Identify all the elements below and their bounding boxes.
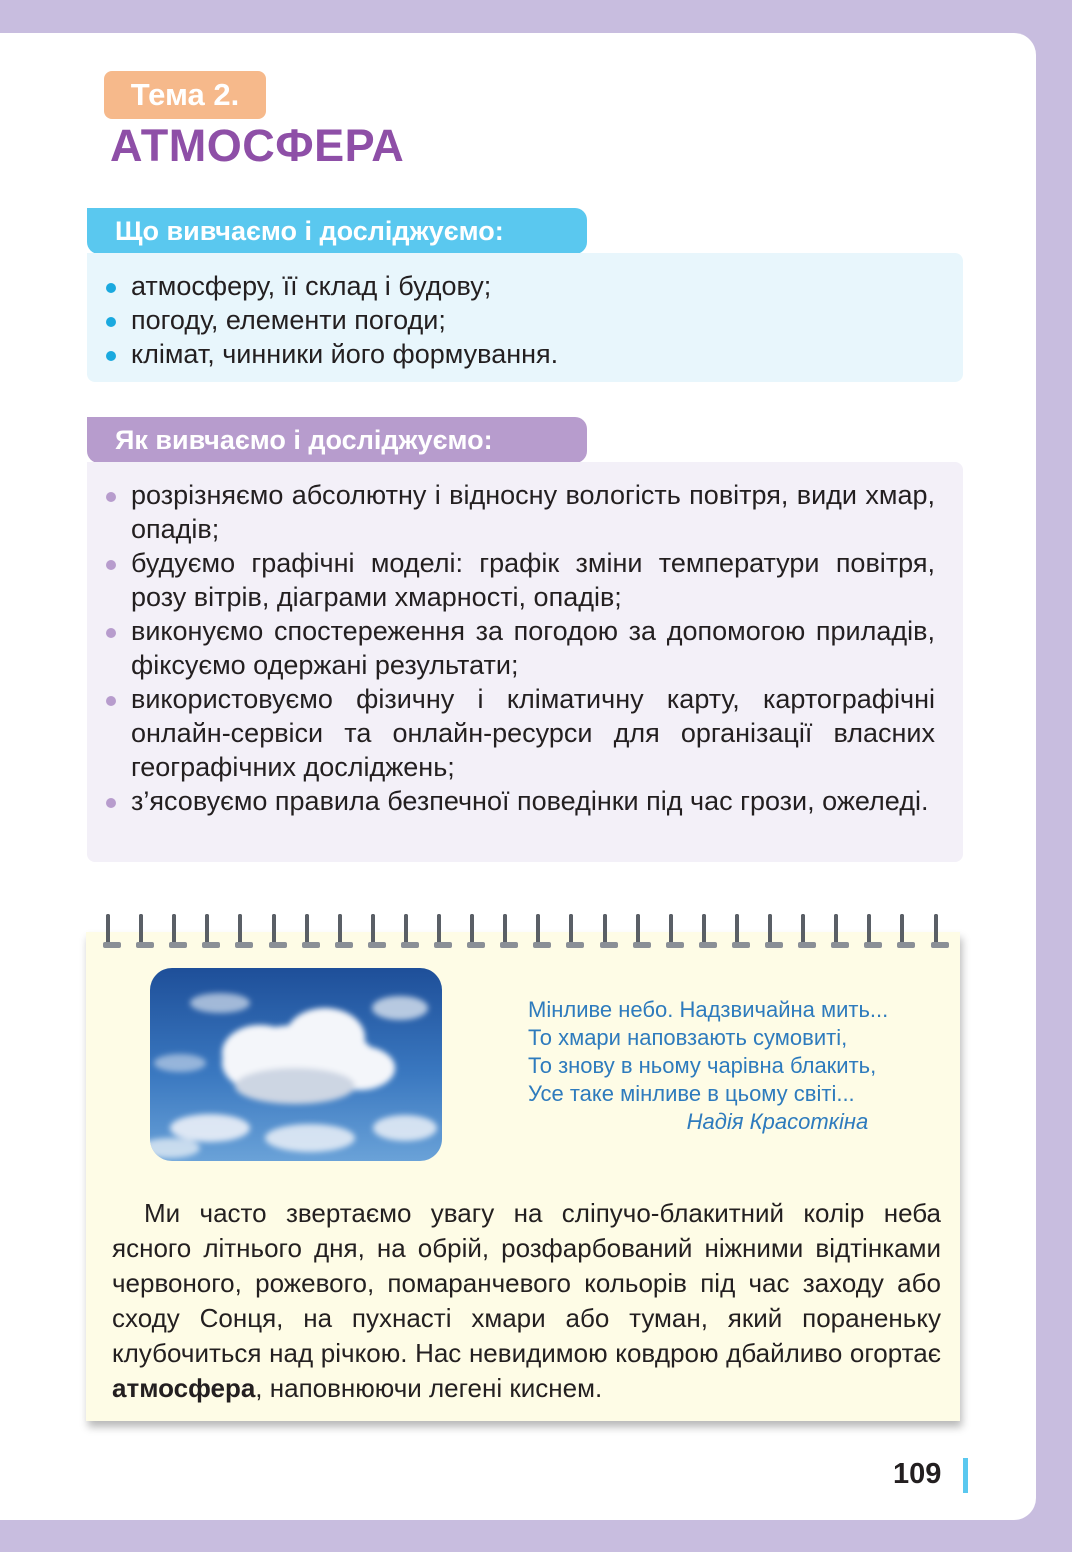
study-how-box — [87, 462, 963, 862]
binding-ring — [305, 914, 317, 948]
cloud-image — [150, 968, 442, 1161]
binding-ring — [139, 914, 151, 948]
binding-ring — [768, 914, 780, 948]
bullet-icon — [106, 317, 116, 327]
list-item: розрізняємо абсолютну і відносну вологість повітря, види хмар, опадів; — [131, 478, 935, 546]
list-item: з’ясовуємо правила безпечної поведінки під час грози, ожеледі. — [131, 784, 935, 818]
poem-line: То знову в ньому чарівна блакить, — [528, 1053, 877, 1078]
bullet-icon — [106, 351, 116, 361]
sky-clouds-photo — [150, 968, 442, 1161]
binding-ring — [272, 914, 284, 948]
binding-ring — [238, 914, 250, 948]
binding-ring — [536, 914, 548, 948]
spiral-binding — [100, 914, 956, 954]
study-what-heading: Що вивчаємо і досліджуємо: — [87, 208, 587, 254]
binding-ring — [603, 914, 615, 948]
bullet-icon — [106, 492, 116, 502]
binding-ring — [702, 914, 714, 948]
binding-ring — [735, 914, 747, 948]
list-item: клімат, чинники його формування. — [131, 337, 937, 371]
study-how-heading: Як вивчаємо і досліджуємо: — [87, 417, 587, 463]
poem-line: Мінливе небо. Надзвичайна мить... — [528, 997, 889, 1022]
binding-ring — [470, 914, 482, 948]
page-title: АТМОСФЕРА — [110, 120, 405, 171]
binding-ring — [569, 914, 581, 948]
binding-ring — [404, 914, 416, 948]
binding-ring — [205, 914, 217, 948]
list-item: погоду, елементи погоди; — [131, 303, 937, 337]
binding-ring — [834, 914, 846, 948]
page-number-marker — [963, 1458, 968, 1493]
binding-ring — [669, 914, 681, 948]
list-item: атмосферу, її склад і будову; — [131, 269, 937, 303]
poem-line: Усе таке мінливе в цьому світі... — [528, 1081, 855, 1106]
bullet-icon — [106, 560, 116, 570]
topic-badge: Тема 2. — [104, 71, 266, 119]
bullet-icon — [106, 798, 116, 808]
bullet-icon — [106, 696, 116, 706]
list-item: виконуємо спостереження за погодою за допомогою приладів, фіксуємо одержані результати; — [131, 614, 935, 682]
bullet-icon — [106, 628, 116, 638]
poem — [528, 996, 888, 1136]
binding-ring — [900, 914, 912, 948]
intro-paragraph: Ми часто звертаємо увагу на сліпучо-блакитний колір неба ясного літнього дня, на обрій, розфарбований ніжними відтінками червоного, рожевого, помаранчевого кольорів під час заходу або сходу Сонця, на пухнасті хмари або туман, який пораненьку клубочиться над річкою. Нас невидимою ковдрою дбайливо огортає атмосфера, наповнюючи легені киснем. — [112, 1198, 941, 1403]
binding-ring — [934, 914, 946, 948]
binding-ring — [338, 914, 350, 948]
binding-ring — [636, 914, 648, 948]
binding-ring — [867, 914, 879, 948]
list-item: використовуємо фізичну і кліматичну карту, картографічні онлайн-сервіси та онлайн-ресурси для організації власних географічних досліджень; — [131, 682, 935, 784]
list-item: будуємо графічні моделі: графік зміни температури повітря, розу вітрів, діаграми хмарності, опадів; — [131, 546, 935, 614]
binding-ring — [371, 914, 383, 948]
binding-ring — [437, 914, 449, 948]
binding-ring — [106, 914, 118, 948]
binding-ring — [503, 914, 515, 948]
bullet-icon — [106, 283, 116, 293]
binding-ring — [172, 914, 184, 948]
page-number: 109 — [893, 1458, 942, 1490]
poem-line: То хмари наповзають сумовиті, — [528, 1025, 848, 1050]
poem-author: Надія Красоткіна — [686, 1109, 869, 1134]
binding-ring — [801, 914, 813, 948]
study-what-box — [87, 253, 963, 382]
keyword-atmosphere: атмосфера — [112, 1373, 256, 1403]
